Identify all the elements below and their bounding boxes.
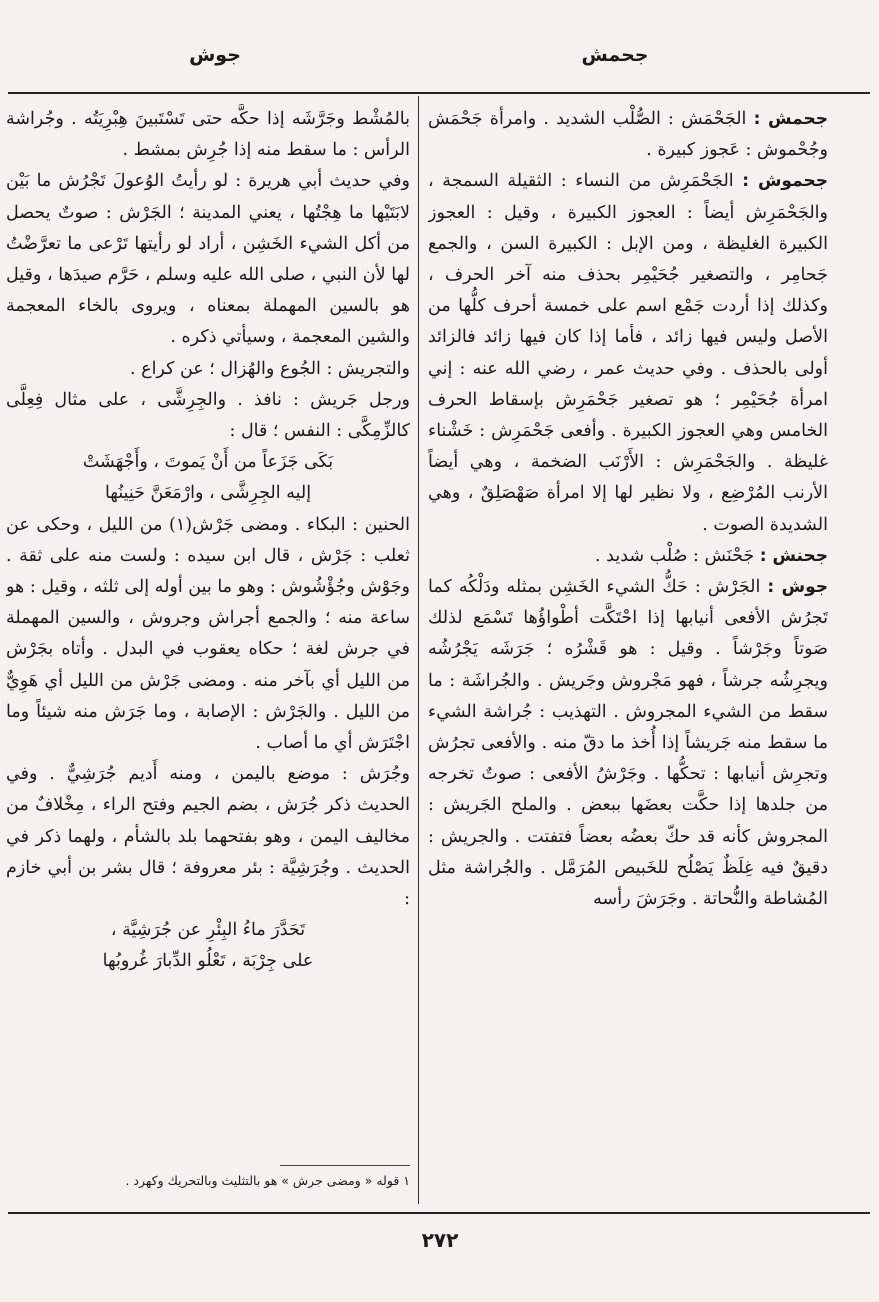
entry-headword: جوش : [767,577,828,598]
entry [428,541,828,572]
entry-text: الجَرْش : حَكُّ الشيء الخَشِن بمثله ودَلْكُه كما تَجرُش الأفعى أنيابها إذا احْتَكَّت أطْواؤُها تَسْمَع لذلك صَوتاً وجَرْشاً . وقيل : هو قَشْرُه ؛ جَرَشَه يَجْرُشُه ويجرِشُه جرشاً ، فهو مَجْروش وجَريش . والجُراشَة : ما سقط من الشيء المجروش . التهذيب : جُراشة الشيء ما سقط منه جَريشاً إذا أُخذ ما دقّ منه . والأفعى تجرُش وتجرِش أنيابها : تحكُّها . وجَرْشُ الأفعى : صوتٌ تخرجه من جلدها إذا حكَّت بعضَها ببعض . والملح الجَريش : المجروش كأنه قد حكّ بعضُه بعضاً فتفتت . والجريش : دقيقٌ فيه غِلَظٌ يَصْلُح للخَبيص المُرَمَّل . والجُراشة مثل المُشاطة والنُّحاتة . وجَرَشَ رأسه [428,577,828,910]
page-number: ٢٧٢ [421,1228,459,1252]
paragraph: بالمُشْط وجَرَّشَه إذا حكَّه حتى تَسْتَبينَ هِبْرِيَتُه . وجُراشة الرأس : ما سقط منه إذا جُرِش بمشط . [6,109,410,161]
entry-text: الجَحْمَرِش من النساء : الثقيلة السمجة ، والجَحْمَرِش أيضاً : العجوز الكبيرة ، وقيل : العجوز الكبيرة الغليظة ، ومن الإبل : الكبيرة السن ، والجمع جَحامِر ، والتصغير جُحَيْمِر بحذف منه آخر الحرف ، وكذلك إذا أردت جَمْع اسم على خمسة أحرف كلُّها من الأصل وليس فيها زائد ، فأما إذا كان فيها زائد فالزائد أولى بالحذف . وفي حديث عمر ، رضي الله عنه : إني امرأة جُحَيْمِر ؛ هو تصغير جَحْمَرِش بإسقاط الحرف الخامس وهي العجوز الكبيرة . وأفعى جَحْمَرِش : خَشْناء غليظة . والجَحْمَرِش : الأَرْنَب الضخمة ، وهي أيضاً الأرنب المُرْضِع ، ولا نظير لها إلا امرأة صَهْصَلِقٌ ، وهي الشديدة الصوت . [428,171,828,535]
header-rule [8,92,870,94]
paragraph: ورجل جَريش : نافذ . والجِرِشَّى ، على مثال فِعِلَّى كالزِّمِكَّى : النفس ؛ قال : [6,389,410,442]
entry-text: جَحْنَش : صُلْب شديد . [595,545,755,566]
entry-text: الجَحْمَش : الصُّلْب الشديد . وامرأة جَحْمَش وجُحْموش : عَجوز كبيرة . [428,109,828,161]
footnote-rule [280,1165,410,1166]
entry [428,572,828,915]
right-column [428,104,828,1199]
left-column [6,104,410,1154]
running-head-right: جحمش [581,44,649,66]
entry-headword: جحموش : [742,171,828,192]
verse-line: على جِرْبَة ، تَعْلُو الدِّبارَ غُروبُها [102,951,314,972]
column-divider [418,96,419,1204]
entry [428,104,828,166]
paragraph: الحنين : البكاء . ومضى جَرْش(١) من الليل ، وحكى عن ثعلب : جَرْش ، قال ابن سيده : ولست منه على ثقة . وجَوْش وجُؤْشُوش : وهو ما بين أوله إلى ثلثه ، وقيل : هو ساعة منه ؛ والجمع أجراش وجروش ، والسين المهملة في جرش لغة ؛ حكاه يعقوب في البدل . وأتاه بجَرْش من الليل أي بآخر منه . ومضى جَرْش من الليل أي هَوِيٌّ من الليل . والجَرْش : الإصابة ، وما جَرَش منه شيئاً وما اجْتَرَش أي ما أصاب . [6,514,410,754]
entry [428,166,828,540]
paragraph: والتجريش : الجُوع والهُزال ؛ عن كراع . [130,358,410,379]
footer-rule [8,1212,870,1214]
paragraph: وجُرَش : موضع باليمن ، ومنه أَديم جُرَشِيٌّ . وفي الحديث ذكر جُرَش ، بضم الجيم وفتح الراء ، مِخْلافٌ من مخاليف اليمن ، وهو بفتحهما بلد بالشأم ، ولهما ذكر في الحديث . وجُرَشِيَّة : بئر معروفة ؛ قال بشر بن أبي خازم : [6,764,410,910]
verse-line: إليه الجِرِشَّى ، وارْمَعَنَّ حَنِينُها [104,483,312,504]
entry-headword: جحنش : [759,545,828,566]
verse-line: تَحَدَّرَ ماءُ البِئْرِ عن جُرَشِيَّة ، [110,920,306,941]
paragraph: وفي حديث أبي هريرة : لو رأيتُ الوُعولَ تَجْرُش ما بَيْن لابَتَيْها ما هِجْتُها ، يعني المدينة ؛ الجَرْش : صوتٌ يحصل من أكل الشيء الخَشِن ، أراد لو رأيتها تَرْعى ما تعرَّضْتُ لها لأن النبي ، صلى الله عليه وسلم ، حَرَّم صيدَها ، وقيل هو بالسين المهملة بمعناه ، ويروى بالخاء المعجمة والشين المعجمة ، وسيأتي ذكره . [6,171,410,348]
entry-headword: جحمش : [753,109,828,129]
running-head-left: جوش [189,44,241,66]
footnote: ١ قوله « ومضى جرش » هو بالتثليث وبالتحريك وكهرد . [125,1173,410,1188]
verse-line: بَكَى جَزَعاً من أَنْ يَموتَ ، وأَجْهَشَتْ [82,452,334,473]
